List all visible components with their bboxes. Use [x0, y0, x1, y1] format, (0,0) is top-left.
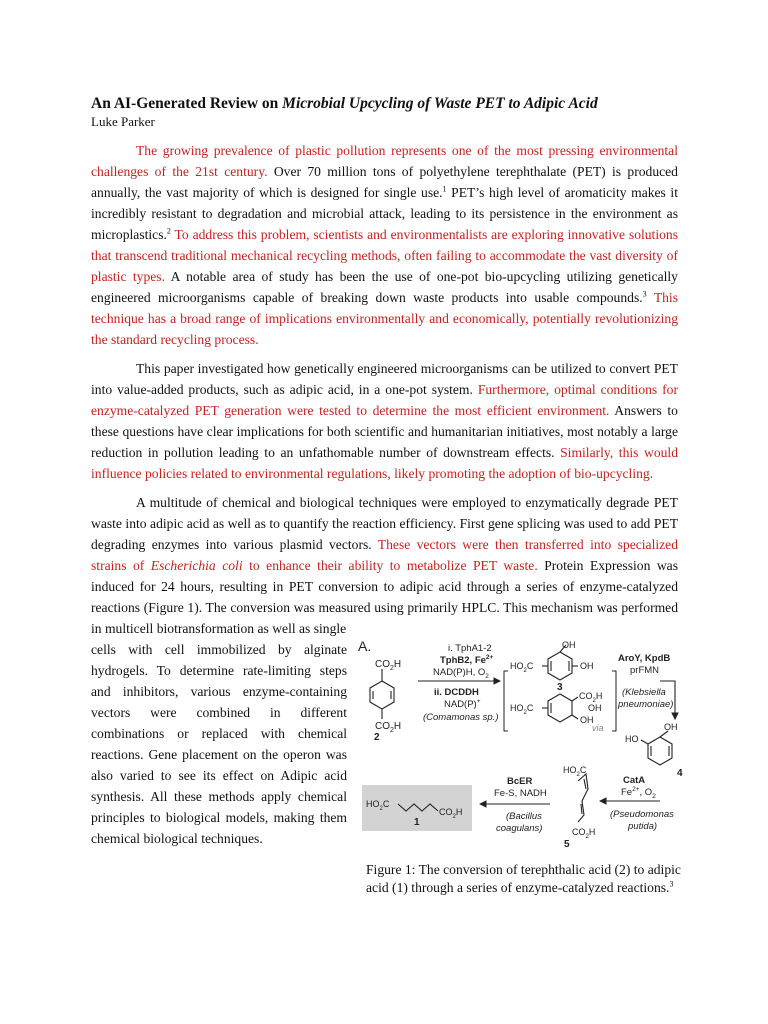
compound-5-label: 5: [564, 839, 570, 850]
svg-text:via: via: [592, 723, 604, 733]
intermediate-bracket: [504, 671, 508, 731]
compound-4-structure: [641, 731, 672, 765]
author-name: Luke Parker: [91, 114, 155, 129]
svg-text:OH: OH: [588, 703, 602, 713]
svg-text:pneumoniae): pneumoniae): [618, 699, 674, 710]
compound-2-structure: [370, 669, 394, 719]
svg-text:AroY, KpdB: AroY, KpdB: [618, 653, 671, 664]
svg-text:Fe-S, NADH: Fe-S, NADH: [494, 788, 547, 799]
compound-3-label: 3: [557, 682, 563, 693]
document-page: [91, 94, 683, 895]
svg-text:NAD(P)+: NAD(P)+: [444, 698, 481, 710]
svg-text:OH: OH: [664, 722, 678, 732]
compound-2-label: 2: [374, 732, 380, 743]
svg-text:CO2H: $CO_2H$: [375, 721, 402, 734]
svg-text:CatA: CatA: [623, 775, 646, 786]
svg-text:(Comamonas sp.): (Comamonas sp.): [423, 712, 499, 723]
svg-text:HO2C: $HO_2C$: [510, 703, 534, 716]
compound-4-label: 4: [677, 768, 683, 779]
svg-text:Fe2+, O2: $Fe^{2+}$, $O_2$: [621, 786, 656, 800]
svg-text:(Pseudomonas: (Pseudomonas: [610, 809, 674, 820]
svg-text:(Klebsiella: (Klebsiella: [622, 687, 666, 698]
svg-text:CO2H: $CO_2H$: [375, 659, 402, 672]
panel-label: A.: [358, 638, 372, 654]
svg-text:OH: OH: [580, 661, 594, 671]
figure-caption: Figure 1: The conversion of terephthalic acid (2) to adipic acid (1) through a series of enzyme-catalyzed reactions.$^3$: [366, 862, 681, 895]
svg-text:i. TphA1-2: i. TphA1-2: [448, 643, 492, 654]
svg-text:coagulans): coagulans): [496, 823, 543, 834]
svg-text:TphB2, Fe2+: TphB2, $Fe^{2+}$: [440, 654, 494, 666]
compound-1-label: 1: [414, 817, 420, 828]
svg-text:HO2C: $HO_2C$: [510, 661, 534, 674]
compound-3-structure: [542, 645, 578, 680]
svg-text:NAD(P)H, O2: NAD(P)H, $O_2$: [433, 667, 489, 680]
paragraph-1: The growing prevalence of plastic pollution represents one of the most pressing environmental challenges of the 21st century. Over 70 million tons of polyethylene terephthalate (PET) is produced annually, the vast majority of which is designed for single use.$^1$ PET’s high level of aromaticity makes it incredibly resistant to degradation and microbial attack, leading to its persistence in the environment as microplastics.$^2$ To address this problem, scientists and environmentalists are exploring innovative solutions that transcend traditional mechanical recycling methods, often failing to accommodate the vast diversity of plastic types. A notable area of study has been the use of one-pot bio-upcycling utilizing genetically engineered microorganisms capable of breaking down waste products into usable compounds.$^3$ This technique has a broad range of implications environmentally and economically, potentially revolutionizing the standard recycling process.: [91, 143, 678, 347]
svg-text:OH: OH: [580, 715, 594, 725]
paragraph-2: This paper investigated how genetically engineered microorganisms can be utilized to convert PET into value-added products, such as adipic acid, in a one-pot system. Furthermore, optimal conditions for enzyme-catalyzed PET generation were tested to determine the most efficient environment. Answers to these questions have clear implications for both scientific and humanitarian initiatives, most notably a large reduction in pollution leading to an unfathomable number of downstream effects. Similarly, this would influence policies related to environmental regulations, likely promoting the adoption of bio-upcycling.: [91, 361, 678, 481]
svg-text:HO: HO: [625, 734, 639, 744]
svg-text:HO2C: $HO_2C$: [563, 765, 587, 778]
compound-5-structure: [578, 774, 588, 822]
svg-text:CO2H: $CO_2H$: [579, 691, 603, 704]
svg-text:BcER: BcER: [507, 776, 533, 787]
svg-text:CO2H: $CO_2H$: [439, 807, 463, 820]
figure-1: [360, 639, 690, 897]
svg-text:CO2H: $CO_2H$: [572, 827, 596, 840]
svg-text:HO2C: $HO_2C$: [366, 799, 390, 812]
paragraph-3: A multitude of chemical and biological techniques were employed to enzymatically degrade PET waste into adipic acid as well as to quantify the reaction efficiency. First gene splicing was used to add PET degrading enzymes into various plasmid vectors. These vectors were then transferred into specialized strains of Escherichia coli to enhance their ability to metabolize PET waste. Protein Expression was induced for 24 hours, resulting in PET conversion to adipic acid through a series of enzyme-catalyzed reactions (Figure 1). The conversion was measured using primarily HPLC. This mechanism was performed in multicell biotransformation as well as single: [91, 495, 678, 636]
svg-text:prFMN: prFMN: [630, 665, 660, 676]
svg-text:OH: OH: [562, 640, 576, 650]
svg-text:(Bacillus: (Bacillus: [506, 811, 542, 822]
reaction-scheme: [360, 639, 690, 852]
svg-text:putida): putida): [628, 821, 658, 832]
paragraph-3-continued: cells with cell immobilized by alginate hydrogels. To determine rate-limiting steps and inhibitors, various enzyme-containing vectors were combined in different combinations or replaced with chemical reactions. Gene placement on the operon was also varied to see its effect on Adipic acid synthesis. All these methods apply chemical principles to biological models, making them chemical biological techniques.: [91, 642, 347, 846]
intermediate-diol-structure: [542, 694, 578, 722]
svg-text:ii. DCDDH: ii. DCDDH: [434, 687, 479, 698]
document-title: An AI-Generated Review on Microbial Upcycling of Waste PET to Adipic Acid: [91, 95, 598, 112]
